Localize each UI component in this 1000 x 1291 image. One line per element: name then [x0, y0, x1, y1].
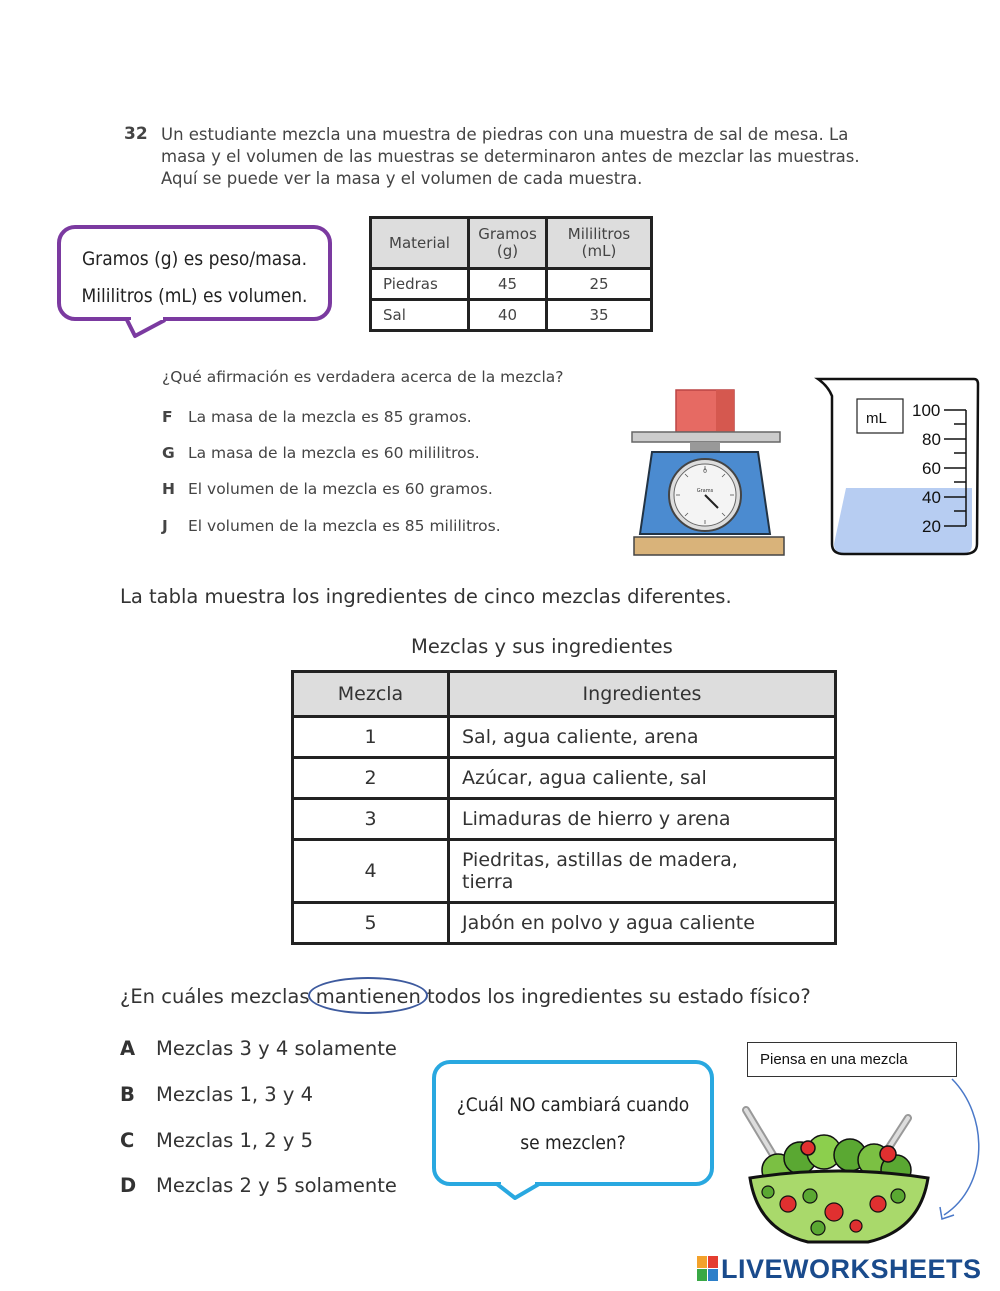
answer-text: Mezclas 3 y 4 solamente	[156, 1037, 397, 1060]
table-cell: Jabón en polvo y agua caliente	[449, 903, 836, 944]
option-text: La masa de la mezcla es 85 gramos.	[188, 408, 472, 426]
answer-text: Mezclas 1, 2 y 5	[156, 1129, 314, 1152]
table-caption: Mezclas y sus ingredientes	[411, 635, 673, 658]
bubble-tail	[495, 1180, 545, 1202]
table-cell: Sal	[371, 300, 469, 331]
circled-word-text: mantienen	[315, 985, 421, 1008]
hint-bubble-question	[432, 1060, 714, 1186]
beaker-mark: 20	[922, 517, 941, 536]
option-letter: J	[162, 517, 168, 535]
option-h[interactable]	[162, 480, 493, 498]
bubble-line: se mezclen?	[520, 1132, 626, 1154]
beaker-mark: 80	[922, 430, 941, 449]
bubble-tail	[125, 316, 175, 340]
answer-d[interactable]	[120, 1174, 397, 1197]
answer-text: Mezclas 1, 3 y 4	[156, 1083, 314, 1106]
header-line: (g)	[496, 242, 519, 260]
table-cell: Limaduras de hierro y arena	[449, 799, 836, 840]
question-line: Aquí se puede ver la masa y el volumen de cada muestra.	[161, 169, 643, 188]
table-cell: 40	[469, 300, 547, 331]
question-line: masa y el volumen de las muestras se determinaron antes de mezclar las muestras.	[161, 147, 860, 166]
table-header: Material	[371, 218, 469, 269]
option-text: El volumen de la mezcla es 85 mililitros.	[188, 517, 501, 535]
circle-annotation	[308, 977, 428, 1014]
bubble-line: Gramos (g) es peso/masa.	[81, 248, 308, 270]
table-row	[293, 903, 836, 944]
option-text: La masa de la mezcla es 60 mililitros.	[188, 444, 480, 462]
table-cell: 2	[293, 758, 449, 799]
beaker-mark: 40	[922, 488, 941, 507]
option-letter: H	[162, 480, 175, 498]
table-cell: 4	[293, 840, 449, 903]
answer-a[interactable]	[120, 1037, 397, 1060]
answer-text: Mezclas 2 y 5 solamente	[156, 1174, 397, 1197]
scale-illustration	[630, 388, 788, 558]
answer-letter: C	[120, 1129, 135, 1152]
table-cell: Azúcar, agua caliente, sal	[449, 758, 836, 799]
table-row	[293, 758, 836, 799]
mass-volume-table	[369, 216, 653, 332]
table-cell: Sal, agua caliente, arena	[449, 717, 836, 758]
beaker-mark: 100	[912, 401, 941, 420]
liveworksheets-logo	[697, 1254, 982, 1285]
hint-bubble-mass-volume	[57, 225, 332, 321]
answer-letter: D	[120, 1174, 137, 1197]
mixtures-question	[120, 985, 811, 1008]
dial-label: Grams	[696, 488, 714, 494]
question-number: 32	[124, 124, 148, 144]
header-line: (mL)	[581, 242, 617, 260]
table-header	[469, 218, 547, 269]
option-text: El volumen de la mezcla es 60 gramos.	[188, 480, 493, 498]
arrow-icon	[930, 1075, 990, 1225]
hint-box: Piensa en una mezcla	[747, 1042, 957, 1077]
table-cell: 3	[293, 799, 449, 840]
mixture-question: ¿Qué afirmación es verdadera acerca de la mezcla?	[162, 368, 564, 386]
table-header	[547, 218, 652, 269]
answer-c[interactable]	[120, 1129, 313, 1152]
table-header: Ingredientes	[449, 672, 836, 717]
table-cell: 1	[293, 717, 449, 758]
logo-mark-icon	[697, 1256, 719, 1282]
table-cell: Piedritas, astillas de madera, tierra	[449, 840, 836, 903]
table-cell: 5	[293, 903, 449, 944]
option-j[interactable]	[162, 517, 501, 535]
question-text	[161, 124, 901, 190]
option-f[interactable]	[162, 408, 472, 426]
table-header: Mezcla	[293, 672, 449, 717]
table-row	[293, 717, 836, 758]
svg-text:0: 0	[703, 468, 707, 475]
table-cell: 25	[547, 269, 652, 300]
option-letter: G	[162, 444, 175, 462]
answer-letter: A	[120, 1037, 136, 1060]
answer-b[interactable]	[120, 1083, 313, 1106]
table-row	[293, 799, 836, 840]
table-cell: 45	[469, 269, 547, 300]
bubble-line: Mililitros (mL) es volumen.	[81, 285, 308, 307]
table-row	[293, 840, 836, 903]
question-text-before: ¿En cuáles mezclas	[120, 985, 316, 1008]
table-cell: Piedras	[371, 269, 469, 300]
beaker-mark: 60	[922, 459, 941, 478]
mixtures-table	[291, 670, 837, 945]
bubble-line: ¿Cuál NO cambiará cuando	[456, 1094, 690, 1116]
header-line: Gramos	[478, 225, 537, 243]
header-line: Mililitros	[567, 225, 631, 243]
beaker-illustration	[814, 376, 980, 558]
option-g[interactable]	[162, 444, 480, 462]
option-letter: F	[162, 408, 173, 426]
answer-letter: B	[120, 1083, 135, 1106]
table-cell: 35	[547, 300, 652, 331]
section-heading: La tabla muestra los ingredientes de cinco mezclas diferentes.	[120, 585, 732, 608]
salad-bowl-icon	[738, 1100, 938, 1250]
question-line: Un estudiante mezcla una muestra de piedras con una muestra de sal de mesa. La	[161, 125, 849, 144]
beaker-unit: mL	[866, 410, 887, 427]
circled-word	[316, 985, 421, 1008]
question-text-after: todos los ingredientes su estado físico?	[420, 985, 811, 1008]
logo-text: LIVEWORKSHEETS	[721, 1254, 982, 1284]
